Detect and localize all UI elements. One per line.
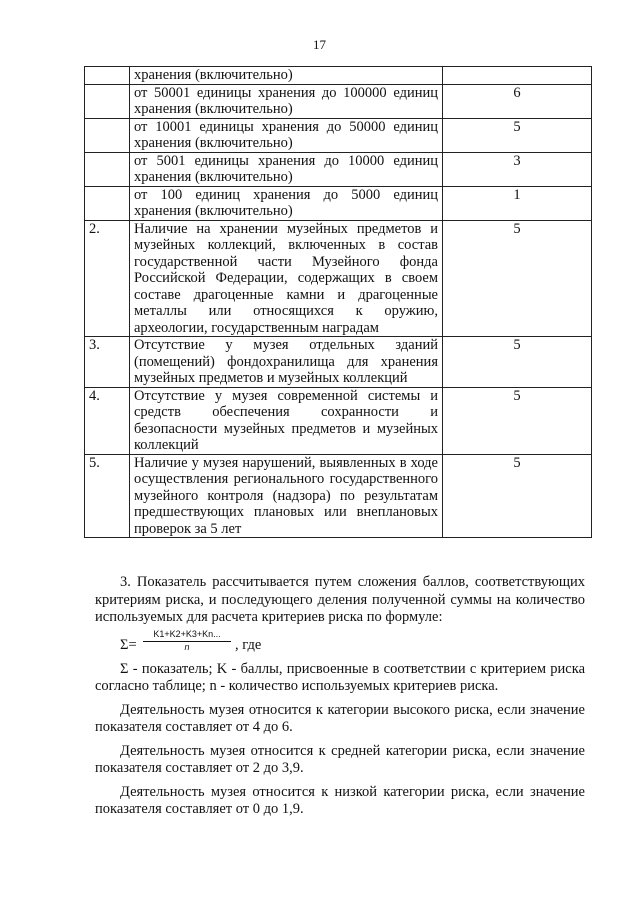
- paragraph-sigma-definition: Σ - показатель; K - баллы, присвоенные в соответствии с критерием риска согласно таблице; n - количество используемых критериев риска.: [95, 660, 585, 694]
- formula-fraction: [143, 629, 231, 653]
- page-number: 17: [313, 37, 326, 52]
- formula-denominator: n: [184, 641, 190, 652]
- score-cell: 1: [443, 186, 592, 220]
- criterion-cell: от 50001 единицы хранения до 100000 единиц хранения (включительно): [130, 84, 443, 118]
- criterion-cell: от 5001 единицы хранения до 10000 единиц хранения (включительно): [130, 152, 443, 186]
- criterion-cell: Отсутствие у музея отдельных зданий (помещений) фондохранилища для хранения музейных предметов и музейных коллекций: [130, 337, 443, 388]
- score-cell: 5: [443, 118, 592, 152]
- row-number-cell: [85, 186, 130, 220]
- formula-sigma: Σ=: [120, 636, 137, 653]
- formula-tail: , где: [235, 636, 262, 653]
- table-row: [85, 186, 592, 220]
- table-row: [85, 152, 592, 186]
- score-cell: 5: [443, 337, 592, 388]
- formula: [95, 628, 585, 655]
- row-number-cell: 4.: [85, 387, 130, 454]
- row-number-cell: 5.: [85, 454, 130, 538]
- score-cell: 3: [443, 152, 592, 186]
- body-text: [95, 574, 585, 821]
- row-number-cell: [85, 152, 130, 186]
- table-row: [85, 67, 592, 85]
- criterion-cell: хранения (включительно): [130, 67, 443, 85]
- paragraph-low-risk: Деятельность музея относится к низкой категории риска, если значение показателя составляет от 0 до 1,9.: [95, 783, 585, 817]
- score-cell: 5: [443, 454, 592, 538]
- table-row: [85, 337, 592, 388]
- criterion-cell: Наличие на хранении музейных предметов и музейных коллекций, включенных в состав государственной части Музейного фонда Российской Федерации, содержащих в своем составе драгоценные камни и драгоценные металлы или относящихся к оружию, археологии, государственным наградам: [130, 220, 443, 337]
- table-row: [85, 387, 592, 454]
- row-number-cell: [85, 67, 130, 85]
- table-row: [85, 84, 592, 118]
- paragraph-high-risk: Деятельность музея относится к категории высокого риска, если значение показателя составляет от 4 до 6.: [95, 701, 585, 735]
- row-number-cell: [85, 118, 130, 152]
- paragraph-3: 3. Показатель рассчитывается путем сложения баллов, соответствующих критериям риска, и последующего деления полученной суммы на количество используемых для расчета критериев риска по формуле:: [95, 574, 585, 625]
- paragraph-medium-risk: Деятельность музея относится к средней категории риска, если значение показателя составляет от 2 до 3,9.: [95, 742, 585, 776]
- table-row: [85, 118, 592, 152]
- table-row: [85, 220, 592, 337]
- row-number-cell: 3.: [85, 337, 130, 388]
- row-number-cell: 2.: [85, 220, 130, 337]
- score-cell: [443, 67, 592, 85]
- criterion-cell: от 100 единиц хранения до 5000 единиц хранения (включительно): [130, 186, 443, 220]
- table-row: [85, 454, 592, 538]
- score-cell: 6: [443, 84, 592, 118]
- formula-numerator: K1+K2+K3+Kn...: [143, 629, 231, 642]
- score-cell: 5: [443, 220, 592, 337]
- score-cell: 5: [443, 387, 592, 454]
- risk-criteria-table: [84, 66, 592, 538]
- row-number-cell: [85, 84, 130, 118]
- criterion-cell: от 10001 единицы хранения до 50000 единиц хранения (включительно): [130, 118, 443, 152]
- criterion-cell: Отсутствие у музея современной системы и средств обеспечения сохранности и безопасности музейных предметов и музейных коллекций: [130, 387, 443, 454]
- criterion-cell: Наличие у музея нарушений, выявленных в ходе осуществления регионального государственного музейного контроля (надзора) по результатам предшествующих плановых или внеплановых проверок за 5 лет: [130, 454, 443, 538]
